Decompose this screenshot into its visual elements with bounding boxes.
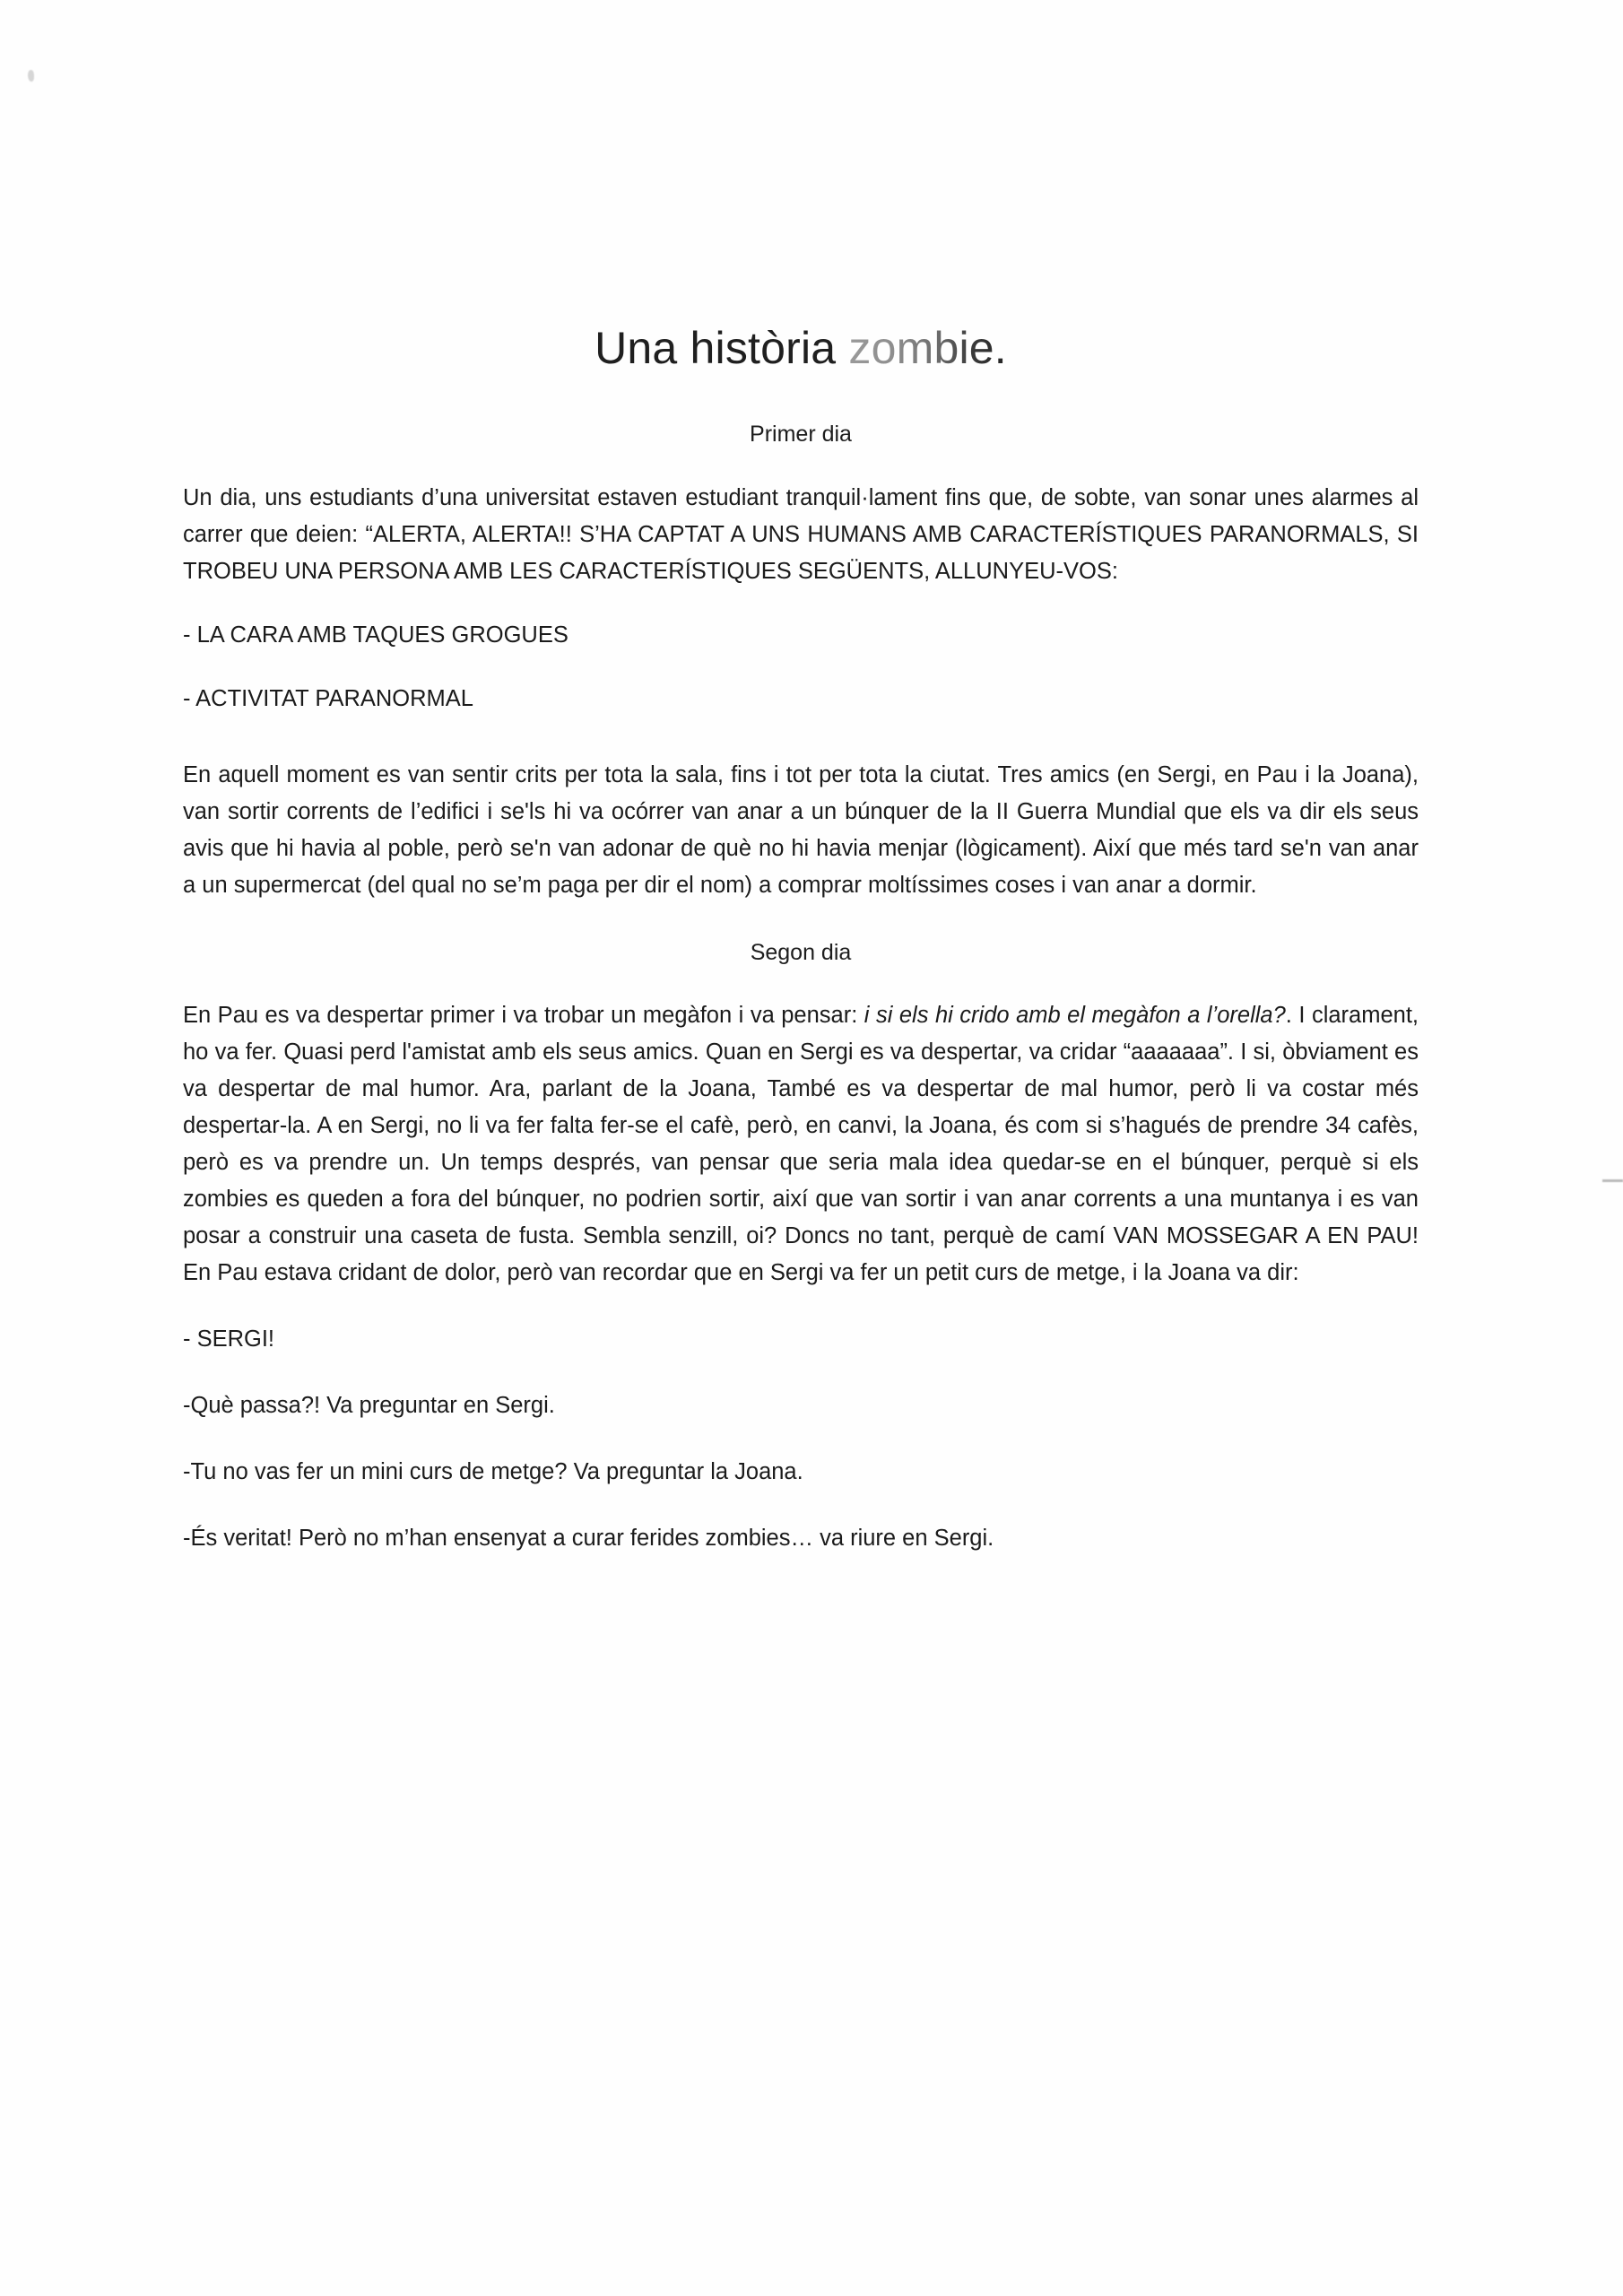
dialogue-line-que-passa: -Què passa?! Va preguntar en Sergi.	[183, 1393, 555, 1418]
bullet-cara-taques-grogues: - LA CARA AMB TAQUES GROGUES	[183, 622, 568, 648]
paragraph-segon-dia-inner-thought: i si els hi crido amb el megàfon a l’orella?	[864, 1003, 1286, 1028]
dialogue-line-es-veritat: -És veritat! Però no m’han ensenyat a curar ferides zombies… va riure en Sergi.	[183, 1526, 994, 1551]
dialogue-line-sergi-call: - SERGI!	[183, 1326, 275, 1352]
page-title	[183, 0, 1419, 373]
paragraph-alarm-announcement: Un dia, uns estudiants d’una universitat estaven estudiant tranquil·lament fins que, de sobte, van sonar unes alarmes al carrer que deien: “ALERTA, ALERTA!! S’HA CAPTAT A UNS HUMANS AMB CARACTERÍSTIQUES PARANORMALS, SI TROBEU UNA PERSONA AMB LES CARACTERÍSTIQUES SEGÜENTS, ALLUNYEU-VOS:	[183, 484, 1419, 584]
scan-artifact-dash-icon	[1602, 1179, 1623, 1182]
page-title-accent: zombie.	[848, 323, 1007, 373]
paragraph-segon-dia	[183, 967, 1419, 1292]
paragraph-bunker-supermercat: En aquell moment es van sentir crits per tota la sala, fins i tot per tota la ciutat. Tres amics (en Sergi, en Pau i la Joana), van sortir corrents de l’edifici i se'ls hi va ocórrer van anar a un búnquer de la II Guerra Mundial que els va dir els seus avis que hi havia al poble, però se'n van adonar de què no hi havia menjar (lògicament). Així que més tard se'n van anar a un supermercat (del qual no se’m paga per dir el nom) a comprar moltíssimes coses i van anar a dormir.	[183, 761, 1419, 898]
dialogue-line-mini-curs: -Tu no vas fer un mini curs de metge? Va preguntar la Joana.	[183, 1459, 803, 1484]
bullet-activitat-paranormal: - ACTIVITAT PARANORMAL	[183, 685, 473, 711]
section-heading-segon-dia: Segon dia	[750, 939, 852, 965]
section-heading-primer-dia: Primer dia	[750, 422, 852, 447]
paragraph-segon-dia-part-1: En Pau es va despertar primer i va trobar un megàfon i va pensar:	[183, 1003, 864, 1028]
page-title-main: Una història	[595, 323, 849, 373]
document-text-column	[183, 0, 1419, 1557]
paragraph-segon-dia-part-2: . I clarament, ho va fer. Quasi perd l'amistat amb els seus amics. Quan en Sergi es va despertar, va cridar “aaaaaaa”. I si, òbviament es va despertar de mal humor. Ara, parlant de la Joana, També es va despertar de mal humor, però li va costar més despertar-la. A en Sergi, no li va fer falta fer-se el cafè, però, en canvi, la Joana, és com si s’hagués de prendre 34 cafès, però es va prendre un. Un temps després, van pensar que seria mala idea quedar-se en el búnquer, perquè si els zombies es queden a fora del búnquer, no podrien sortir, així que van sortir i van anar corrents a una muntanya i es van posar a construir una caseta de fusta. Sembla senzill, oi? Doncs no tant, perquè de camí VAN MOSSEGAR A EN PAU! En Pau estava cridant de dolor, però van recordar que en Sergi va fer un petit curs de metge, i la Joana va dir:	[183, 1003, 1419, 1285]
scan-artifact-speck-icon	[28, 70, 34, 82]
